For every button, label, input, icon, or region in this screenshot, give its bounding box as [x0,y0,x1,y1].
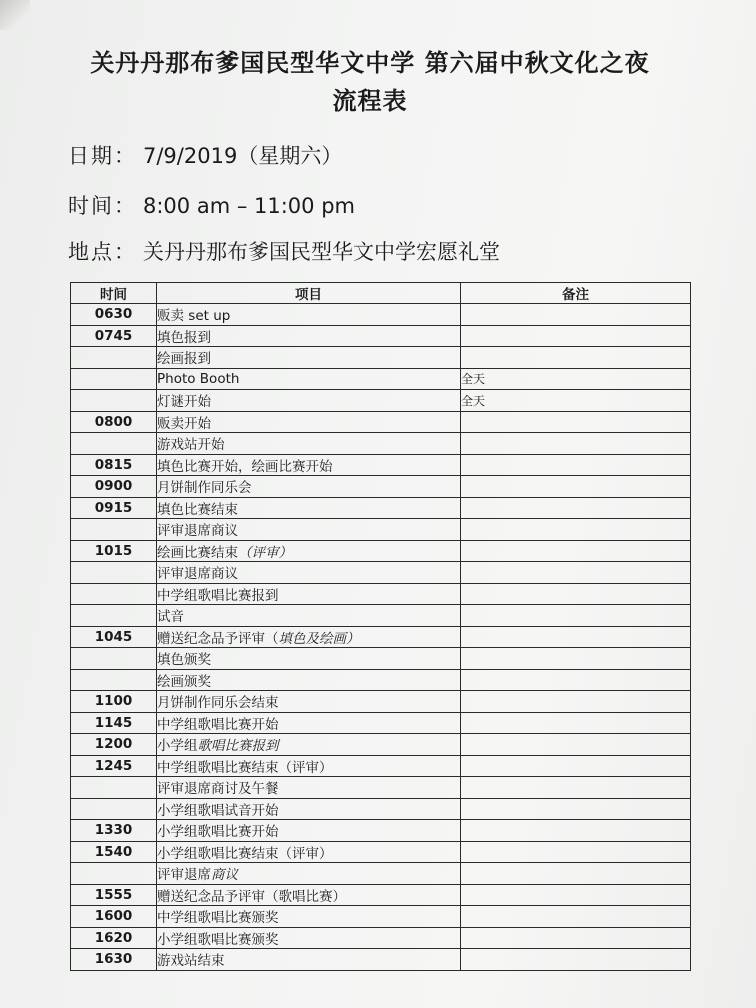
table-row [71,605,691,627]
row-item-text: 评审退席商议 [157,523,238,540]
row-note-cell [461,583,691,605]
row-item-cell [157,497,461,519]
row-time-cell [71,390,157,412]
row-item-text: 贩卖开始 [157,415,211,432]
row-note-cell [461,669,691,691]
table-body [71,304,691,971]
row-note-cell [461,626,691,648]
row-time-cell: 1330 [71,820,157,842]
table-row [71,433,691,455]
row-item-text: 中学组歌唱比赛颁奖 [157,910,279,927]
row-item-text: 填色比赛结束 [157,501,238,518]
row-note-cell [461,605,691,627]
row-item-text: 游戏站结束 [157,953,225,970]
row-item-text: 游戏站开始 [157,437,225,454]
time-line [68,190,355,220]
row-item-text: 评审退席 [157,867,211,884]
table-row [71,841,691,863]
row-item-text: 填色比赛开始，绘画比赛开始 [157,458,333,475]
row-item-text: 试音 [157,609,184,626]
table-row [71,798,691,820]
row-handwritten-annotation: （评审） [238,544,292,561]
date-label: 日期： [68,144,137,168]
row-item-cell [157,454,461,476]
row-item-cell [157,605,461,627]
row-note-cell [461,798,691,820]
row-time-cell [71,669,157,691]
venue-label: 地点： [68,240,137,264]
row-time-cell [71,368,157,390]
row-item-text: 小学组歌唱试音开始 [157,802,279,819]
table-row [71,906,691,928]
row-note-cell: 全天 [461,390,691,412]
row-time-cell: 0815 [71,454,157,476]
row-time-cell [71,777,157,799]
row-item-text: 月饼制作同乐会结束 [157,695,279,712]
row-note-cell [461,433,691,455]
table-row [71,820,691,842]
row-time-cell: 1555 [71,884,157,906]
row-item-cell [157,863,461,885]
row-handwritten-annotation: 商议 [211,867,238,884]
row-time-cell: 1600 [71,906,157,928]
title-line-1: 关丹丹那布爹国民型华文中学 第六届中秋文化之夜 [90,49,650,77]
row-note-cell [461,949,691,971]
schedule-table [70,282,691,971]
row-time-cell: 1045 [71,626,157,648]
table-row [71,712,691,734]
row-time-cell [71,562,157,584]
row-item-cell [157,927,461,949]
row-item-cell [157,433,461,455]
row-item-cell [157,949,461,971]
row-item-cell [157,347,461,369]
row-item-cell [157,820,461,842]
row-note-cell [461,519,691,541]
row-item-text: 绘画比赛结束 [157,544,238,561]
row-note-cell: 全天 [461,368,691,390]
table-row [71,626,691,648]
row-item-cell [157,648,461,670]
time-label: 时间： [68,194,137,218]
row-item-cell [157,626,461,648]
venue-value: 关丹丹那布爹国民型华文中学宏愿礼堂 [143,240,500,264]
table-row [71,691,691,713]
row-time-cell: 1145 [71,712,157,734]
row-time-cell [71,863,157,885]
row-item-text: 中学组歌唱比赛结束（评审） [157,759,333,776]
row-item-cell [157,304,461,326]
date-line [68,140,342,170]
row-note-cell [461,691,691,713]
row-time-cell: 0745 [71,325,157,347]
row-item-cell [157,325,461,347]
title-line-2: 流程表 [332,87,408,115]
row-note-cell [461,734,691,756]
row-item-cell [157,884,461,906]
row-note-cell [461,906,691,928]
row-item-cell [157,734,461,756]
row-item-text: 小学组歌唱比赛开始 [157,824,279,841]
row-note-cell [461,454,691,476]
table-row [71,648,691,670]
row-item-cell [157,798,461,820]
row-time-cell [71,433,157,455]
table-row [71,669,691,691]
row-note-cell [461,476,691,498]
row-item-cell [157,519,461,541]
table-row [71,325,691,347]
row-note-cell [461,497,691,519]
row-time-cell: 1015 [71,540,157,562]
header-item: 项目 [157,283,461,304]
page-corner-shadow [0,0,30,30]
row-time-cell: 0900 [71,476,157,498]
row-item-text: 绘画报到 [157,351,211,368]
row-item-text: 月饼制作同乐会 [157,480,252,497]
row-time-cell [71,605,157,627]
row-note-cell [461,927,691,949]
row-item-text: 评审退席商讨及午餐 [157,781,279,798]
row-item-cell [157,476,461,498]
table-row [71,497,691,519]
row-item-cell [157,411,461,433]
row-handwritten-annotation: 填色及绘画） [278,630,360,647]
table-row [71,863,691,885]
row-item-cell [157,777,461,799]
row-note-cell [461,562,691,584]
table-row [71,583,691,605]
row-item-text: 中学组歌唱比赛开始 [157,716,279,733]
row-item-text: 评审退席商议 [157,566,238,583]
row-time-cell: 1540 [71,841,157,863]
table-row [71,368,691,390]
row-item-text: 小学组歌唱比赛颁奖 [157,931,279,948]
header-note: 备注 [461,283,691,304]
row-note-cell [461,755,691,777]
table-row [71,949,691,971]
table-row [71,884,691,906]
table-row [71,454,691,476]
row-note-cell [461,841,691,863]
row-item-text: 绘画颁奖 [157,673,211,690]
table-row [71,734,691,756]
table-row [71,304,691,326]
row-item-text: 灯谜开始 [157,394,211,411]
row-item-cell [157,562,461,584]
row-time-cell: 1100 [71,691,157,713]
row-item-text: Photo Booth [157,370,240,387]
row-time-cell: 1200 [71,734,157,756]
row-item-cell [157,540,461,562]
venue-line [68,236,500,266]
row-item-cell [157,906,461,928]
table-row [71,777,691,799]
row-item-text: 中学组歌唱比赛报到 [157,587,279,604]
row-note-cell [461,540,691,562]
table-row [71,540,691,562]
row-item-cell [157,712,461,734]
row-time-cell [71,648,157,670]
time-value: 8:00 am – 11:00 pm [143,194,355,218]
row-handwritten-annotation: 歌唱比赛报到 [197,738,279,755]
row-time-cell [71,583,157,605]
row-item-cell [157,841,461,863]
row-time-cell [71,347,157,369]
document-title [0,44,740,120]
row-item-text: 填色报到 [157,329,211,346]
row-time-cell: 1630 [71,949,157,971]
header-time: 时间 [71,283,157,304]
row-item-text: 填色颁奖 [157,652,211,669]
table-row [71,562,691,584]
table-row [71,347,691,369]
table-row [71,927,691,949]
row-time-cell: 0800 [71,411,157,433]
table-row [71,476,691,498]
row-time-cell [71,519,157,541]
row-item-cell [157,390,461,412]
table-header-row [71,283,691,304]
row-time-cell [71,798,157,820]
row-note-cell [461,712,691,734]
row-item-cell [157,669,461,691]
table-row [71,755,691,777]
row-item-text: 赠送纪念品予评审（歌唱比赛） [157,888,346,905]
row-note-cell [461,304,691,326]
row-time-cell: 0915 [71,497,157,519]
table-row [71,390,691,412]
row-note-cell [461,863,691,885]
row-item-cell [157,755,461,777]
row-note-cell [461,820,691,842]
row-note-cell [461,411,691,433]
row-item-text: 小学组 [157,738,198,755]
row-item-text: 赠送纪念品予评审（ [157,630,279,647]
table-row [71,411,691,433]
row-item-text: 贩卖 set up [157,308,231,325]
row-item-cell [157,583,461,605]
date-value: 7/9/2019（星期六） [143,144,343,168]
row-note-cell [461,648,691,670]
row-time-cell: 1620 [71,927,157,949]
row-item-text: 小学组歌唱比赛结束（评审） [157,845,333,862]
row-note-cell [461,325,691,347]
row-item-cell [157,368,461,390]
table-row [71,519,691,541]
row-note-cell [461,347,691,369]
row-time-cell: 0630 [71,304,157,326]
row-note-cell [461,777,691,799]
row-time-cell: 1245 [71,755,157,777]
row-note-cell [461,884,691,906]
row-item-cell [157,691,461,713]
